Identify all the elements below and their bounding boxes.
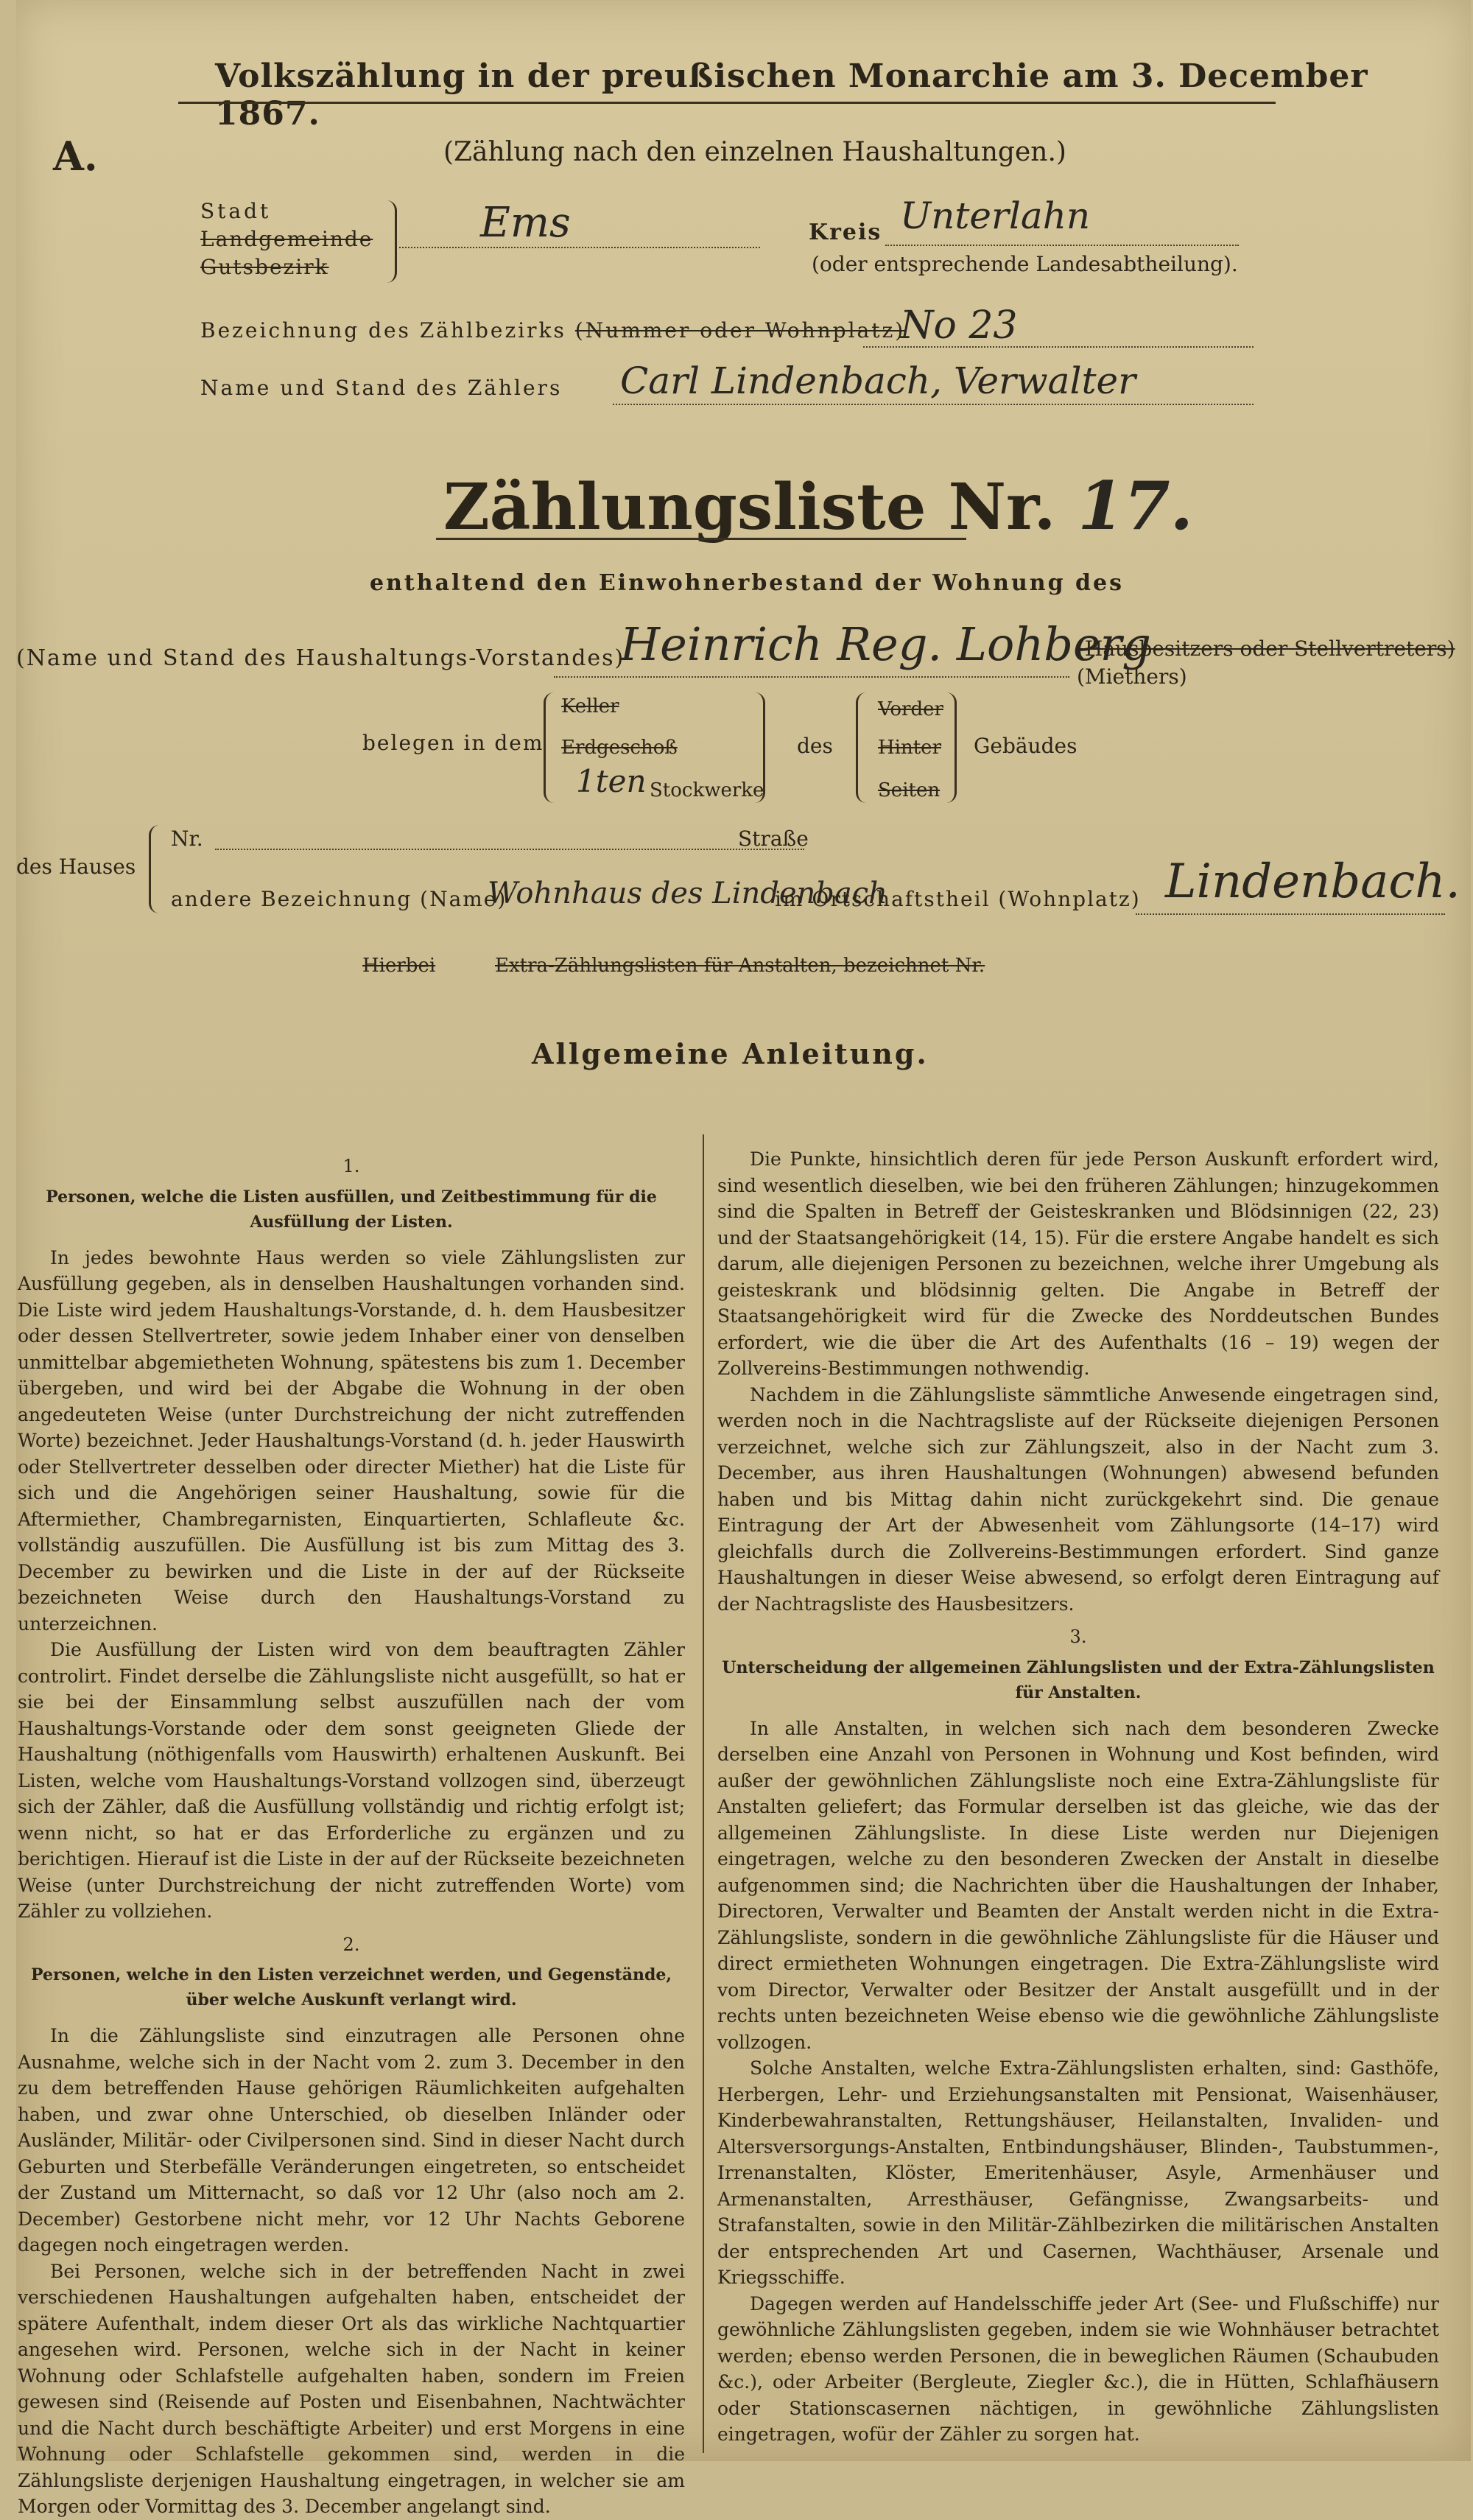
building-hinter: Hinter [878,737,941,759]
section-3-paragraph-3: Dagegen werden auf Handelsschiffe jeder Art (See- und Flußschiffe) nur gewöhnliche Zählungslisten gegeben, indem sie wie Wohnhäuser betrachtet werden; ebenso werden Personen, die in beweglichen Räumen (Schaubuden &c.), oder Arbeiter (Bergleute, Ziegler &c.), die in Hütten, Schlafhäusern oder Stationscasernen nächtigen, in gewöhnliche Zählungslisten eingetragen, wofür der Zähler zu sorgen hat. [717,2292,1439,2445]
section-2-paragraph-2: Bei Personen, welche sich in der betreffenden Nacht in zwei verschiedenen Haushaltungen aufgehalten haben, entscheidet der spätere Aufenthalt, indem dieser Ort als das wirkliche Nachtquartier angesehen wird. Personen, welche sich in der Nacht in keiner Wohnung oder Schlafstelle aufgehalten haben, sondern im Freien gewesen sind (Reisende auf Posten und Eisenbahnen, Nachtwächter und die Nacht durch beschäftigte Arbeiter) und erst Morgens in eine Wohnung oder Schlafstelle gekommen sind, werden in die Zählungsliste derjenigen Haushaltung eingetragen, in welcher sie am Morgen oder Vormittag des 3. December angelangt sind. [18,2260,685,2517]
instructions-right-column [717,1146,1439,2448]
floor-bracket-left [544,692,556,803]
section-3-paragraph-2: Solche Anstalten, welche Extra-Zählungslisten erhalten, sind: Gasthöfe, Herbergen, Lehr- und Erziehungsanstalten mit Pensionat, Waisenhäuser, Kinderbewahranstalten, Rettungshäuser, Heilanstalten, Invaliden- und Altersversorgungs-Anstalten, Entbindungshäuser, Blinden-, Taubstummen-, Irrenanstalten, Klöster, Emeritenhäuser, Asyle, Armenhäuser und Armenanstalten, Arresthäuser, Gefängnisse, Zwangsarbeits- und Strafanstalten, sowie in den Militär-Zählbezirken die militärischen Anstalten der entsprechenden Art und Casernen, Wachthäuser, Arsenale und Kriegsschiffe. [717,2057,1439,2288]
district-label [200,318,905,343]
tenant-label: (Miethers) [1077,664,1187,689]
section-2-paragraph-1: In die Zählungsliste sind einzutragen alle Personen ohne Ausnahme, welche sich in der Nacht vom 2. zum 3. December in den zu dem betreffenden Hause gehörigen Räumlichkeiten aufgehalten haben, und zwar ohne Unterschied, ob dieselben Inländer oder Ausländer, Militär- oder Civilpersonen sind. Sind in dieser Nacht durch Geburten und Sterbefälle Veränderungen eingetreten, so entscheidet der Zustand um Mitternacht, so daß vor 12 Uhr (also noch am 2. December) Gestorbene nicht mehr, vor 12 Uhr Nachts Geborene dagegen noch eingetragen werden. [18,2025,685,2256]
section-3-paragraph-1: In alle Anstalten, in welchen sich nach dem besonderen Zwecke derselben eine Anzahl von Personen in Wohnung und Kost befinden, wird außer der gewöhnlichen Zählungsliste noch eine Extra-Zählungsliste für Anstalten geliefert; das Formular derselben ist das gleiche, wie das der allgemeinen Zählungsliste. In diese Liste werden nur Diejenigen eingetragen, welche zu den besonderen Zwecken der Anstalt in dieselbe aufgenommen sind; die Nachrichten über die Haushaltungen der Inhaber, Directoren, Verwalter und Beamten der Anstalt werden nicht in die Extra-Zählungsliste, sondern in die gewöhnliche Zählungsliste für die Häuser und direct ermietheten Wohnungen eingetragen. Die Extra-Zählungsliste wird vom Director, Verwalter oder Besitzer der Anstalt ausgefüllt und in der rechts unten bezeichneten Weise ebenso wie die gewöhnliche Zählungsliste vollzogen. [717,1717,1439,2053]
belegen-label: belegen in dem [362,731,544,755]
district-struck: (Nummer oder Wohnplatz) [574,318,906,343]
building-vorder: Vorder [878,698,943,720]
list-title-rule [436,538,966,540]
list-number: 17. [1077,467,1193,545]
instructions-left-column [18,1146,685,2520]
label-gutsbezirk: Gutsbezirk [200,255,329,279]
extra-lists: Extra-Zählungslisten für Anstalten, bezeichnet Nr. [495,955,985,977]
label-stadt: Stadt [200,199,272,223]
column-divider [703,1134,704,2453]
right-paragraph-2: Nachdem in die Zählungsliste sämmtliche Anwesende eingetragen sind, werden noch in die Nachtragsliste auf der Rückseite diejenigen Personen verzeichnet, welche sich zur Zählungszeit, also in der Nacht zum 3. December, aus ihren Haushaltungen (Wohnungen) abwesend befunden haben und bis Mittag dahin nicht zurückgekehrt sind. Die genaue Eintragung der Art der Abwesenheit vom Zählungsorte (14–17) wird gleichfalls durch die Zollvereins-Bestimmungen erfordert. Sind ganze Haushaltungen in dieser Weise abwesend, so erfolgt deren Eintragung auf der Nachtragsliste des Hausbesitzers. [717,1383,1439,1615]
district-line [863,346,1254,348]
gebaeude-label: Gebäudes [974,734,1077,758]
right-paragraph-1: Die Punkte, hinsichtlich deren für jede Person Auskunft erfordert wird, sind wesentlich dieselben, wie bei den früheren Zählungen; hinzugekommen sind die Spalten in Betreff der Geisteskranken und Blödsinnigen (22, 23) und der Staatsangehörigkeit (14, 15). Für die erstere Angabe handelt es sich darum, alle diejenigen Personen zu bezeichnen, welche ihrer Umgebung als geisteskrank und blödsinnig gelten. Die Angabe in Betreff der Staatsangehörigkeit wird für die Zwecke des Norddeutschen Bundes erfordert, wie die über die Art des Aufenthalts (16 – 19) wegen der Zollvereins-Bestimmungen nothwendig. [717,1148,1439,1379]
form-title: Volkszählung in der preußischen Monarchie am 3. December 1867. [215,57,1368,133]
section-1-number: 1. [342,1156,360,1176]
section-2-title: Personen, welche in den Listen verzeichnet werden, und Gegenstände, über welche Auskunft verlangt wird. [31,1965,672,2010]
section-1-paragraph-2: Die Ausfüllung der Listen wird von dem beauftragten Zähler controlirt. Findet derselbe die Zählungsliste nicht ausgefüllt, so hat er sie bei der Einsammlung selbst auszufüllen nach der vom Haushaltungs-Vorstande oder dem sonst geeigneten Gliede der Haushaltung (nöthigenfalls vom Hauswirth) erhaltenen Auskunft. Bei Listen, welche vom Haushaltungs-Vorstand vollzogen sind, überzeugt sich der Zähler, daß die Ausfüllung vollständig und richtig erfolgt ist; wenn nicht, so hat er das Erforderliche zu ergänzen und zu berichtigen. Hierauf ist die Liste in der auf der Rückseite bezeichneten Weise (unter Durchstreichung der nicht zutreffenden Worte) vom Zähler zu vollziehen. [18,1639,685,1922]
building-seiten: Seiten [878,779,941,801]
house-other-value: Wohnhaus des Lindenbach [488,877,887,910]
stockwerke-label: Stockwerke [650,779,764,801]
district-value: No 23 [900,303,1018,348]
census-form-sheet [16,0,1471,2517]
section-3-title: Unterscheidung der allgemeinen Zählungslisten und der Extra-Zählungslisten für Anstalten. [722,1657,1435,1702]
form-subtitle: (Zählung nach den einzelnen Haushaltungen.) [443,137,1066,167]
kreis-label: Kreis [809,220,882,245]
kreis-line [885,245,1239,246]
floor-value: 1ten [576,763,647,799]
floor-keller: Keller [561,695,619,717]
contents-line: enthaltend den Einwohnerbestand der Wohnung des [370,570,1124,596]
household-line [554,676,1069,678]
title-rule [178,102,1276,104]
house-nr: Nr. [171,826,203,851]
owner-struck: (Hausbesitzers oder Stellvertreters) [1077,636,1455,661]
floor-bracket-right [753,692,765,803]
house-label: des Hauses [16,854,136,879]
counter-value: Carl Lindenbach, Verwalter [620,359,1136,402]
kreis-value: Unterlahn [900,194,1091,237]
place-line [399,247,760,248]
section-1-paragraph-1: In jedes bewohnte Haus werden so viele Zählungslisten zur Ausfüllung gegeben, als in denselben Haushaltungen vorhanden sind. Die Liste wird jedem Haushaltungs-Vorstande, d. h. dem Hausbesitzer oder dessen Stellvertreter, sowie jedem Inhaber einer von denselben unmittelbar abgemietheten Wohnung, spätestens bis zum 1. December übergeben, und wird bei der Abgabe die Wohnung in der oben angedeuteten Weise (unter Durchstreichung der nicht zutreffenden Worte) bezeichnet. Jeder Haushaltungs-Vorstand (d. h. jeder Hauswirth oder Stellvertreter desselben oder directer Miether) hat die Liste für sich und die Angehörigen seiner Haushaltung, sowie für die Aftermiether, Chambregarnisten, Einquartierten, Schlafleute &c. vollständig auszufüllen. Die Ausfüllung ist bis zum Mittag des 3. December zu bewirken und die Liste in der auf der Rückseite bezeichneten Weise durch den Haushaltungs-Vorstand zu unterzeichnen. [18,1246,685,1635]
house-other-label: andere Bezeichnung (Name) [171,887,507,911]
household-value: Heinrich Reg. Lohberg [620,617,1151,671]
section-3-number: 3. [1069,1626,1087,1647]
district-label-text: Bezeichnung des Zählbezirks [200,318,566,343]
ortschaft-value: Lindenbach. [1165,854,1460,909]
list-title-text: Zählungsliste Nr. [443,470,1056,544]
counter-line [613,404,1254,405]
des-label: des [797,734,833,758]
household-label: (Name und Stand des Haushaltungs-Vorstandes) [16,645,625,671]
ortschaft-label: im Ortschaftstheil (Wohnplatz) [775,887,1141,911]
label-landgemeinde: Landgemeinde [200,227,373,251]
section-1-title: Personen, welche die Listen ausfüllen, und Zeitbestimmung für die Ausfüllung der Listen. [46,1187,657,1232]
house-bracket [149,825,161,913]
section-2-number: 2. [342,1934,360,1955]
building-bracket-right [944,692,957,803]
place-value: Ems [480,199,571,247]
house-nr-line [215,849,804,850]
counter-label: Name und Stand des Zählers [200,376,563,400]
ortschaft-line [1136,913,1445,915]
instructions-heading: Allgemeine Anleitung. [532,1037,929,1070]
form-letter: A. [53,133,98,180]
building-bracket-left [856,692,868,803]
floor-erdgeschoss: Erdgeschoß [561,737,678,759]
hierbei-label: Hierbei [362,955,436,977]
house-strasse: Straße [738,826,809,851]
location-bracket [384,200,397,283]
kreis-note: (oder entsprechende Landesabtheilung). [812,252,1238,276]
list-title [443,467,1193,545]
